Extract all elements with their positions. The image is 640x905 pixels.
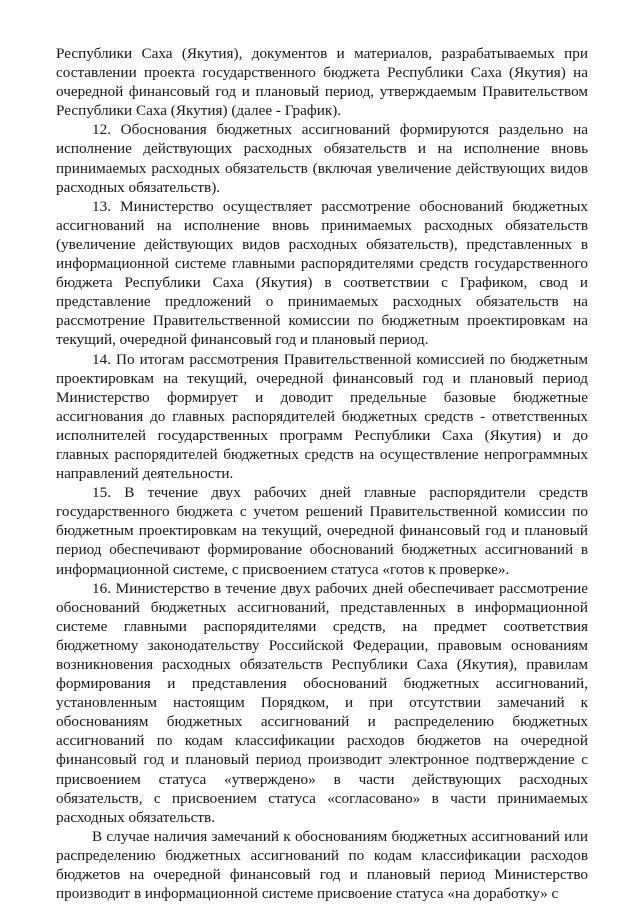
paragraph-remarks: В случае наличия замечаний к обоснованиям бюджетных ассигнований или распределению бюджетных ассигнований по кодам классификации расходов бюджетов на очередной финансовый год и плановый период Министерство производит в информационной системе присвоение статуса «на доработку» с [56,827,588,903]
paragraph-16: 16. Министерство в течение двух рабочих дней обеспечивает рассмотрение обоснований бюджетных ассигнований, представленных в информационной системе главными распорядителями средств, на предмет соответствия бюджетному законодательству Российской Федерации, правовым основаниям возникновения расходных обязательств Республики Саха (Якутия), правилам формирования и представления обоснований бюджетных ассигнований, установленным настоящим Порядком, и при отсутствии замечаний к обоснованиям бюджетных ассигнований и распределению бюджетных ассигнований по кодам классификации расходов бюджетов на очередной финансовый год и плановый период производит электронное подтверждение с присвоением статуса «утверждено» в части действующих расходных обязательств, с присвоением статуса «согласовано» в части принимаемых расходных обязательств. [56,579,588,826]
paragraph-continuation: Республики Саха (Якутия), документов и материалов, разрабатываемых при составлении проекта государственного бюджета Республики Саха (Якутия) на очередной финансовый год и плановый период, утверждаемым Правительством Республики Саха (Якутия) (далее - График). [56,45,588,120]
paragraph-13: 13. Министерство осуществляет рассмотрение обоснований бюджетных ассигнований на исполнение вновь принимаемых расходных обязательств (увеличение действующих видов расходных обязательств), представленных в информационной системе главными распорядителями средств государственного бюджета Республики Саха (Якутия) в соответствии с Графиком, свод и представление предложений о принимаемых расходных обязательств на рассмотрение Правительственной комиссии по бюджетным проектировкам на текущий, очередной финансовый год и плановый период. [56,197,588,349]
paragraph-15: 15. В течение двух рабочих дней главные распорядители средств государственного бюджета с учетом решений Правительственной комиссии по бюджетным проектировкам на текущий, очередной финансовый год и плановый период обеспечивают формирование обоснований бюджетных ассигнований в информационной системе, с присвоением статуса «готов к проверке». [56,484,588,578]
paragraph-12: 12. Обоснования бюджетных ассигнований формируются раздельно на исполнение действующих расходных обязательств и на исполнение вновь принимаемых расходных обязательств (включая увеличение действующих видов расходных обязательств). [56,121,588,196]
paragraph-14: 14. По итогам рассмотрения Правительственной комиссией по бюджетным проектировкам на текущий, очередной финансовый год и плановый период Министерство формирует и доводит предельные базовые бюджетные ассигнования до главных распорядителей бюджетных средств - ответственных исполнителей государственных программ Республики Саха (Якутия) и до главных распорядителей бюджетных средств на осуществление непрограммных направлений деятельности. [56,350,588,483]
